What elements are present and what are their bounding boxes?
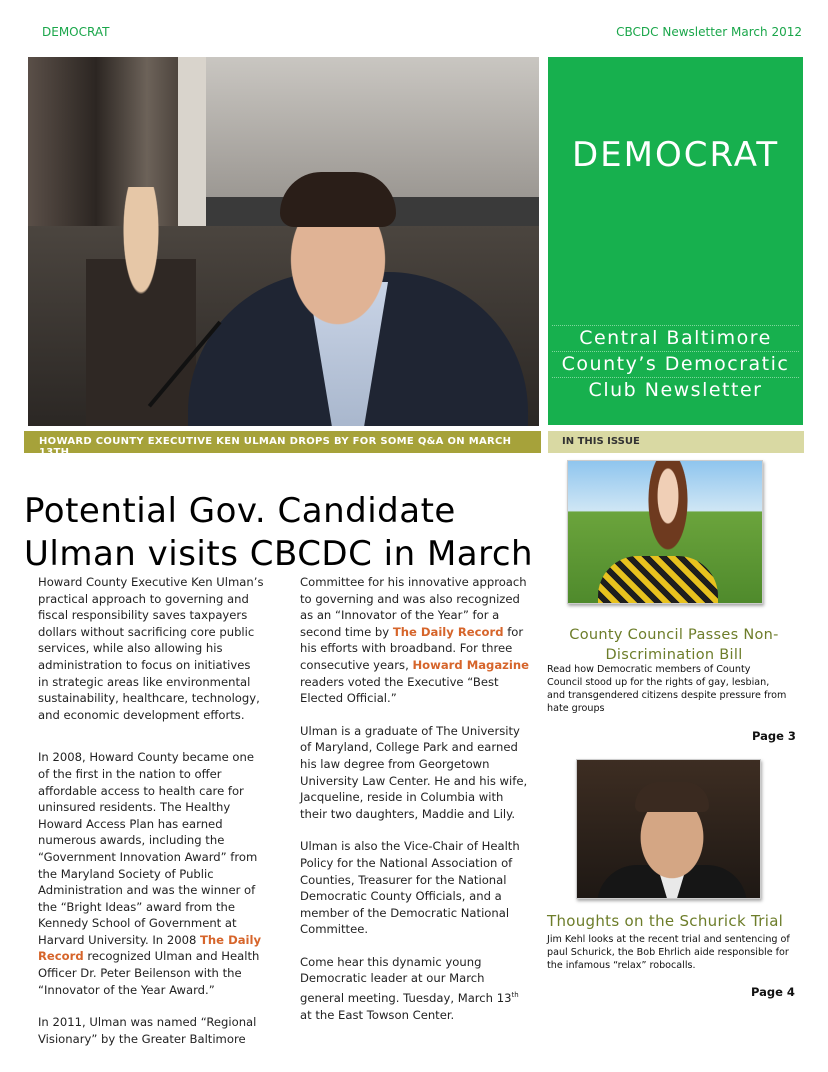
howard-magazine-link[interactable]: Howard Magazine — [412, 657, 530, 672]
article-paragraph: Ulman is a graduate of The University of Maryland, College Park and earned his law degree from Georgetown University Law Center. He and his wife, Jacqueline, reside in Columbia with their two daughters, Maddie and Lily. — [300, 723, 528, 821]
daily-record-link[interactable]: The Daily Record — [392, 624, 504, 639]
header-section-name: DEMOCRAT — [42, 25, 110, 39]
article-paragraph: Ulman is also the Vice-Chair of Health Policy for the National Association of Counties, Treasurer for the National Democratic County Officials, and a member of the Democratic National Committee. — [300, 839, 520, 937]
article-headline: Potential Gov. Candidate Ulman visits CBCDC in March — [24, 491, 534, 574]
in-this-issue-label: IN THIS ISSUE — [562, 436, 640, 447]
photo-caption-bar — [24, 431, 541, 458]
article-paragraph: In 2008, Howard County became one of the first in the nation to offer affordable access to health care for uninsured residents. The Healthy Howard Access Plan has earned numerous awards, including the “Government Innovation Award” from the Maryland Society of Public Administration and was the winner of the “Bright Ideas” award from the Kennedy School of Government at Harvard University. In 2008 The Daily Record recognized Ulman and Health Officer Dr. Peter Beilenson with the “Innovator of the Year Award.” — [38, 750, 262, 997]
article-paragraph: In 2011, Ulman was named “Regional Visionary” by the Greater Baltimore — [38, 1015, 257, 1046]
schurick-story-photo — [576, 759, 761, 899]
masthead-title: DEMOCRAT — [572, 135, 780, 175]
article-paragraph: Howard County Executive Ken Ulman’s practical approach to governing and fiscal responsibility saves taxpayers dollars without sacrificing core public services, while also allowing his administration to focus on initiatives in strategic areas like environmental sustainability, healthcare, technology, and economic development efforts. — [38, 575, 264, 722]
sidebar-item-schurick-title[interactable]: Thoughts on the Schurick Trial — [547, 912, 784, 930]
daily-record-link[interactable]: The Daily Record — [38, 932, 262, 964]
article-column-2 — [300, 574, 530, 1039]
hero-photo — [28, 57, 539, 426]
sidebar-item-schurick-desc: Jim Kehl looks at the recent trial and sentencing of paul Schurick, the Bob Ehrlich aide responsible for the infamous “relax” robocalls. — [547, 934, 790, 971]
sidebar-item-council-desc: Read how Democratic members of County Council stood up for the rights of gay, lesbian, and transgendered citizens despite pressure from hate groups — [547, 664, 787, 714]
masthead-box — [548, 57, 803, 425]
photo-caption: HOWARD COUNTY EXECUTIVE KEN ULMAN DROPS BY FOR SOME Q&A ON MARCH 13TH — [39, 436, 512, 458]
article-column-1 — [38, 574, 264, 1063]
in-this-issue-bar — [548, 431, 804, 453]
council-story-photo — [567, 460, 763, 604]
sidebar-item-schurick-page[interactable]: Page 4 — [751, 985, 795, 999]
article-paragraph: Come hear this dynamic young Democratic leader at our March general meeting. Tuesday, March 13th at the East Towson Center. — [300, 954, 519, 1022]
article-paragraph: Committee for his innovative approach to governing and was also recognized as an “Innovator of the Year” for a second time by The Daily Record for his efforts with broadband. For three consecutive years, Howard Magazine readers voted the Executive “Best Elected Official.” — [300, 575, 530, 706]
header-newsletter-date: CBCDC Newsletter March 2012 — [616, 25, 802, 39]
masthead-subtitle: Central Baltimore County’s Democratic Club Newsletter — [561, 327, 790, 401]
sidebar-item-council-title[interactable]: County Council Passes Non- Discrimination Bill — [569, 627, 779, 663]
sidebar-item-council-page[interactable]: Page 3 — [752, 729, 796, 743]
